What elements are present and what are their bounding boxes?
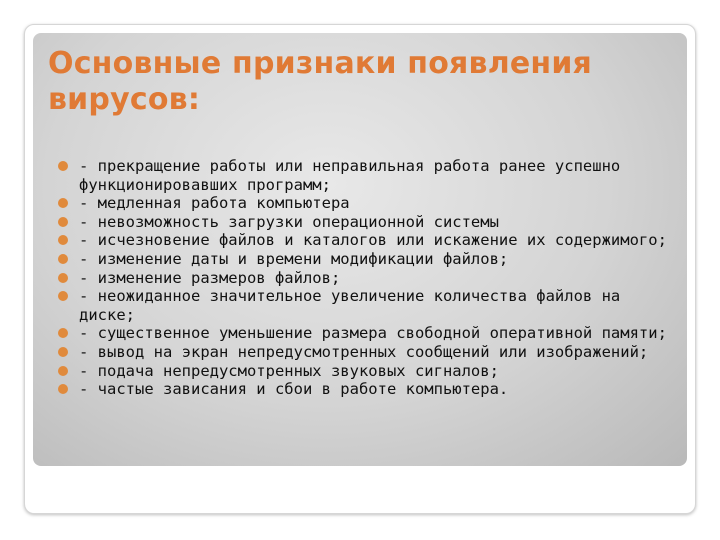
list-item (58, 269, 668, 288)
bullet-icon (58, 161, 68, 171)
bullet-icon (58, 235, 68, 245)
list-item-text: - исчезновение файлов и каталогов или искажение их содержимого; (79, 231, 667, 250)
list-item-text: - невозможность загрузки операционной системы (79, 212, 499, 231)
list-item-text: - изменение размеров файлов; (79, 268, 341, 287)
list-item-text: - частые зависания и сбои в работе компьютера. (79, 380, 509, 399)
list-item-text: - подача непредусмотренных звуковых сигналов; (79, 361, 499, 380)
list-item-text: - вывод на экран непредусмотренных сообщений или изображений; (79, 342, 649, 361)
bullet-icon (58, 254, 68, 264)
list-item (58, 287, 668, 324)
bullet-icon (58, 347, 68, 357)
bullet-icon (58, 198, 68, 208)
list-item (58, 380, 668, 399)
bullet-icon (58, 291, 68, 301)
list-item-text: - неожиданное значительное увеличение количества файлов на диске; (79, 287, 621, 324)
list-item (58, 213, 668, 232)
list-item (58, 324, 668, 343)
slide-title: Основные признаки появления вирусов: (48, 46, 593, 117)
symptom-list (58, 157, 668, 399)
list-item (58, 362, 668, 381)
list-item (58, 194, 668, 213)
list-item (58, 250, 668, 269)
list-item-text: - существенное уменьшение размера свободной оперативной памяти; (79, 324, 667, 343)
bullet-icon (58, 366, 68, 376)
bullet-icon (58, 273, 68, 283)
list-item-text: - изменение даты и времени модификации файлов; (79, 249, 509, 268)
bullet-icon (58, 217, 68, 227)
bullet-icon (58, 384, 68, 394)
list-item (58, 231, 668, 250)
list-item (58, 343, 668, 362)
list-item (58, 157, 668, 194)
bullet-icon (58, 328, 68, 338)
list-item-text: - медленная работа компьютера (79, 194, 350, 213)
list-item-text: - прекращение работы или неправильная работа ранее успешно функционировавших программ; (79, 157, 621, 194)
